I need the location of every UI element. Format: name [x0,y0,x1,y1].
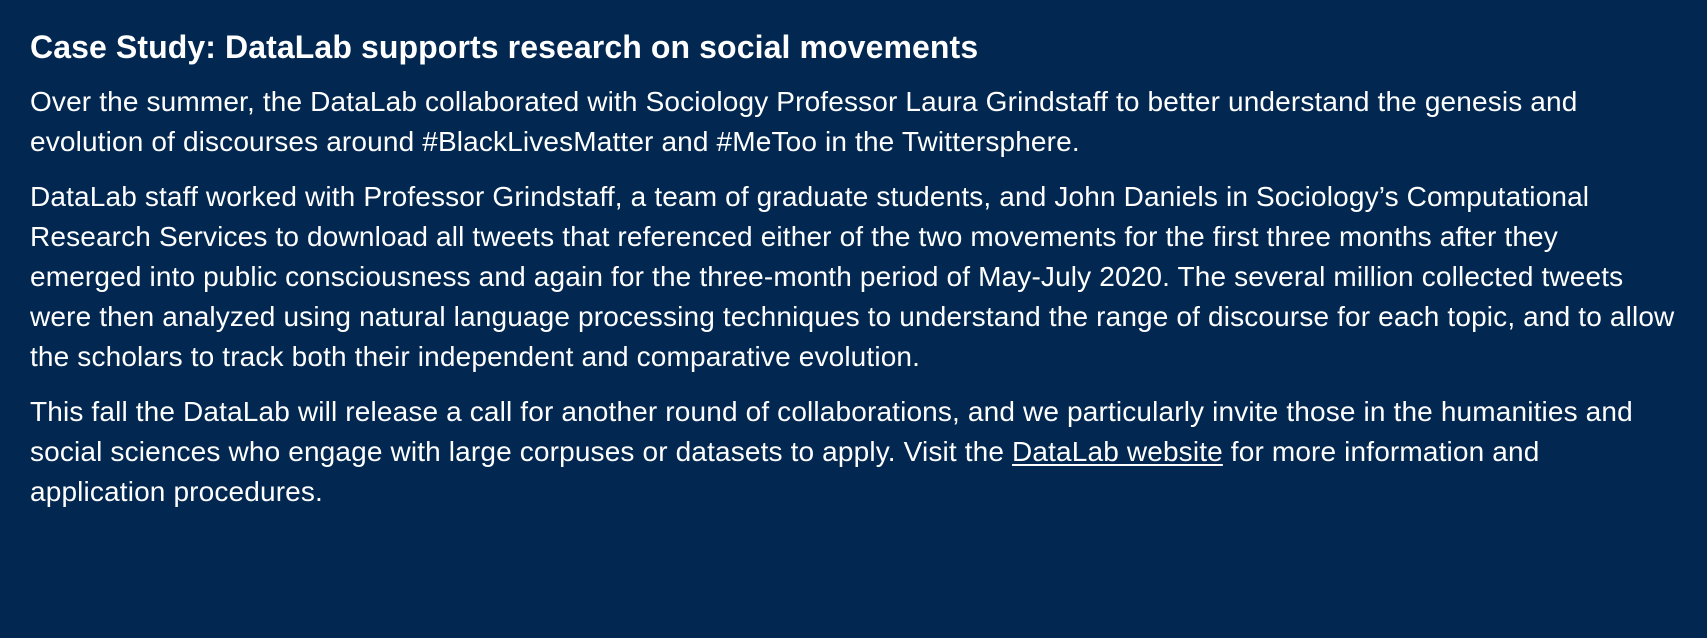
paragraph-methods: DataLab staff worked with Professor Grindstaff, a team of graduate students, and John Daniels in Sociology’s Computational Research Services to download all tweets that referenced either of the two movements for the first three months after they emerged into public consciousness and again for the three-month period of May-July 2020. The several million collected tweets were then analyzed using natural language processing techniques to understand the range of discourse for each topic, and to allow the scholars to track both their independent and comparative evolution. [30,181,1675,372]
datalab-website-link[interactable]: DataLab website [1012,436,1223,467]
paragraph-call-text-end: for more information and application procedures. [30,436,1540,507]
case-study-title: Case Study: DataLab supports research on social movements [30,29,979,65]
paragraph-call-text: This fall the DataLab will release a call for another round of collaborations, and we particularly invite those in the humanities and social sciences who engage with large corpuses or datasets to apply. Visit the [30,396,1633,467]
paragraph-call-for-collaborations [30,392,1677,512]
paragraph-summer-collaboration: Over the summer, the DataLab collaborated with Sociology Professor Laura Grindstaff to better understand the genesis and evolution of discourses around #BlackLivesMatter and #MeToo in the Twittersphere. [30,86,1578,157]
